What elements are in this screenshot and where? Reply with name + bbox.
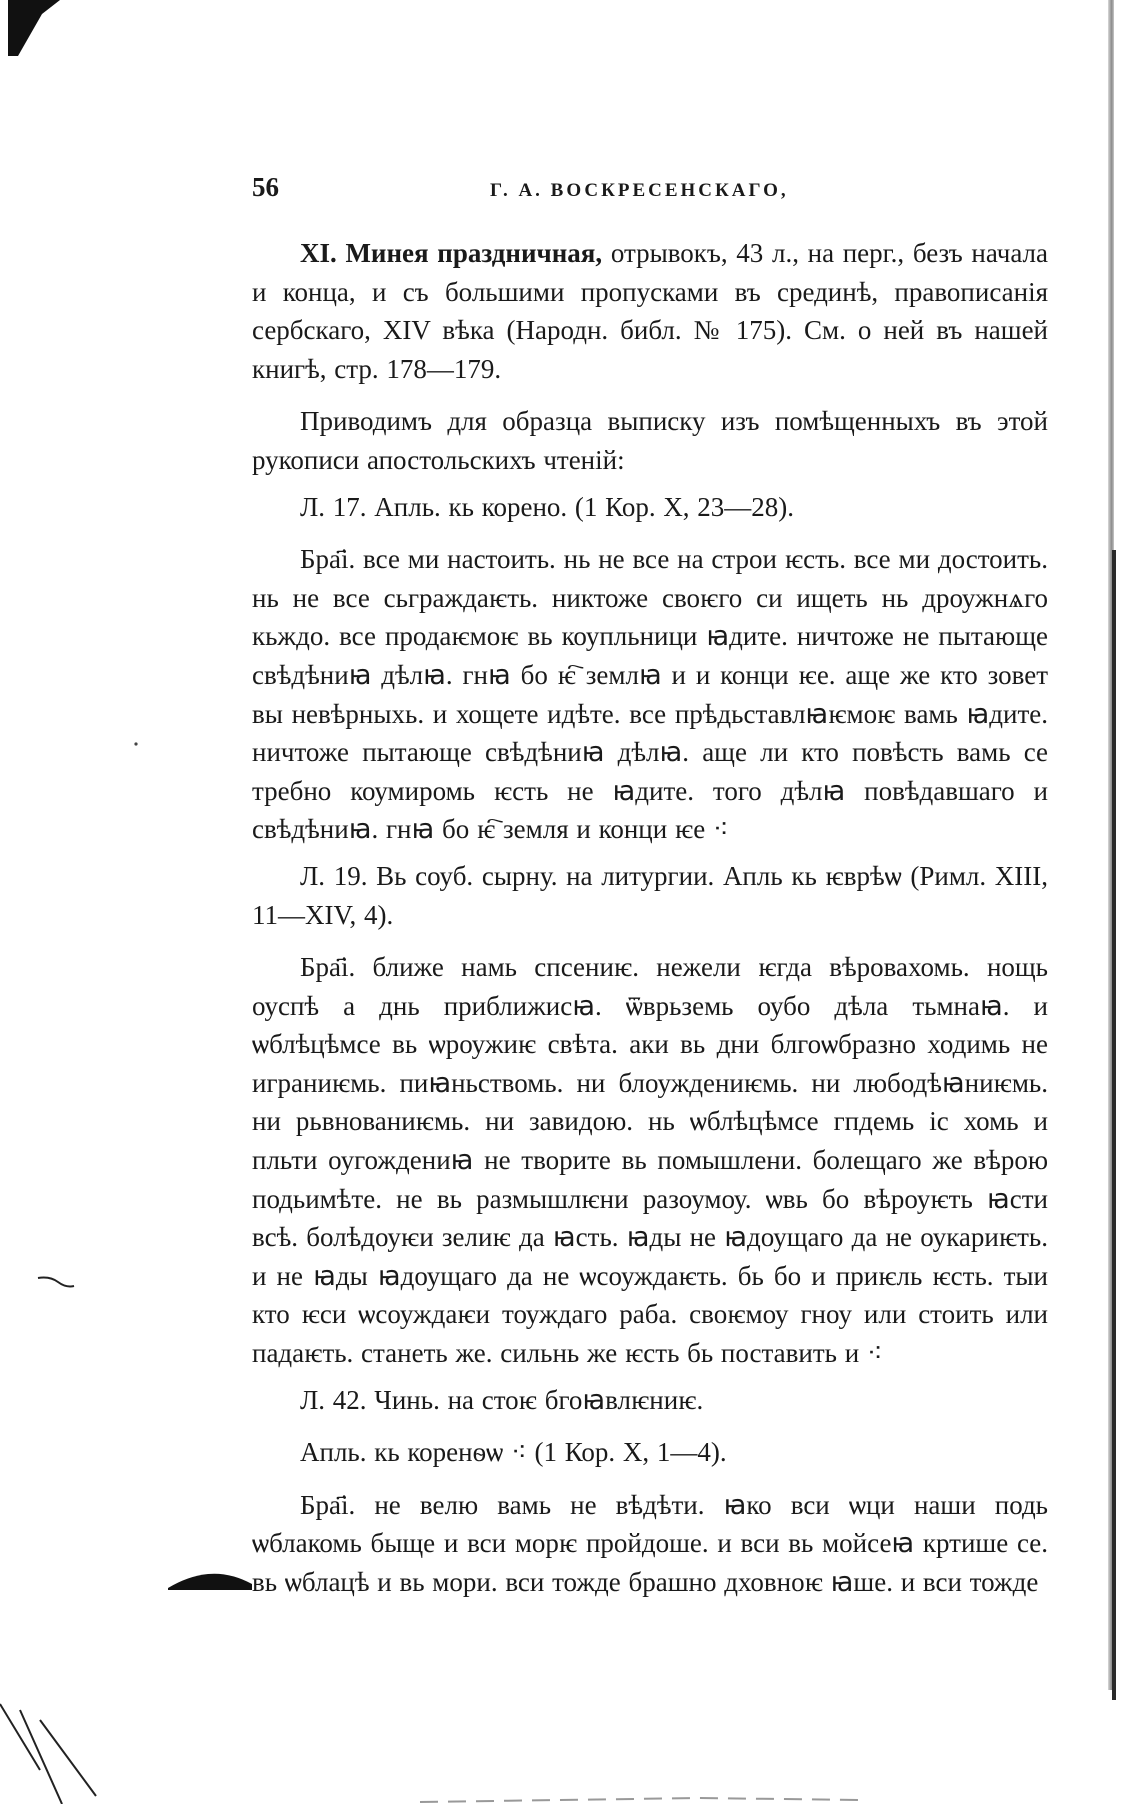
scan-corner-mark	[8, 0, 60, 56]
intro-paragraph: Приводимъ для образца выписку изъ помѣщенныхъ въ этой рукописи апостольскихъ чтеній:	[252, 406, 1048, 475]
bottom-scan-lines	[0, 1700, 1140, 1804]
reading-text-2: Бра҃і. ближе намь спсениѥ. нежели ѥгда вѣровахомь. нощь оуспѣ а днь приближисꙗ. ѿврьземь оубо дѣла тьмнаꙗ. и ѡблѣцѣмсе вь ѡроужиѥ свѣта. аки вь дни блгоѡбразно ходимь не играниѥмь. пиꙗньствомь. ни блоуждениѥмь. ни любодѣꙗниѥмь. ни рьвнованиѥмь. ни завидою. нь ѡблѣцѣмсе гпдемь іс хомь и пльти оугождениꙗ не творите вь помышлени. болещаго же вѣрою подьимѣте. не вь размышлѥни разоумоу. ѡвь бо вѣроуѥть ꙗсти всѣ. болѣдоуѥи зелиѥ да ꙗсть. ꙗды не ꙗдоущаго да не оукариѥть. и не ꙗды ꙗдоущаго да не ѡсоуждаѥть. бь бо и приѥль ѥсть. тыи кто ѥси ѡсоуждаѥи тоуждаго раба. своѥмоу гноу или стоить или падаѥть. станеть же. сильнь же ѥсть бь поставить и ⁖	[252, 952, 1048, 1369]
entry-paragraph	[252, 234, 1048, 388]
page-number: 56	[252, 172, 279, 202]
page-edge-dark-line	[1112, 550, 1116, 1700]
reading-heading-3: Л. 42. Чинь. на стоѥ бгоꙗвлѥниѥ.	[300, 1384, 704, 1415]
reading-subheading-3: Апль. кь коренѳѡ ⁖ (1 Кор. X, 1—4).	[300, 1437, 727, 1468]
page-header	[252, 172, 1052, 212]
entry-numeral: XI.	[300, 238, 337, 268]
text-body	[252, 234, 1048, 1602]
reading-heading-2: Л. 19. Вь соуб. сырну. на литургии. Апль кь ѥврѣѡ (Римл. XIII, 11—XIV, 4).	[252, 860, 1048, 930]
running-head: Г. А. ВОСКРЕСЕНСКАГО,	[490, 180, 789, 201]
margin-dot-mark	[132, 740, 140, 748]
entry-description: отрывокъ, 43 л., на перг., безъ начала и конца, и съ большими пропусками въ срединѣ, правописанія сербскаго, XIV вѣка (Народн. библ. № 175). См. о ней въ нашей книгѣ, стр. 178—179.	[252, 238, 1048, 384]
margin-dash-mark	[36, 1272, 76, 1292]
reading-heading-1: Л. 17. Апль. кь корено. (1 Кор. X, 23—28).	[300, 491, 795, 522]
reading-text-3: Бра҃і. не велю вамь не вѣдѣти. ꙗко вси ѡци наши подь ѡблакомь быще и вси морѥ пройдоше. и вси вь мойсеꙗ кртише се. вь ѡблацѣ и вь мори. вси тожде брашно дховноѥ ꙗше. и вси тожде	[252, 1489, 1048, 1597]
margin-blot-mark	[168, 1566, 252, 1592]
entry-title: Минея праздничная,	[345, 238, 603, 268]
reading-text-1: Бра҃і. все ми настоить. нь не все на строи ѥсть. все ми достоить. нь не все сьграждаѥть. никтоже своѥго си ищеть нь дроужнѧго кьждо. все продаѥмоѥ вь коупльници ꙗдите. ничтоже не пытающе свѣдѣниꙗ дѣлꙗ. гнꙗ бо ѥ҇ землꙗ и и конци ѥе. аще же кто зовет вы невѣрныхь. и хощете идѣте. все прѣдьставлꙗѥмоѥ вамь ꙗдите. ничтоже пытающе свѣдѣниꙗ дѣлꙗ. аще ли кто повѣсть вамь се требно коумиромь ѥсть не ꙗдите. того дѣлꙗ повѣдавшаго и свѣдѣниꙗ. гнꙗ бо ѥ҇ земля и конци ѥе ⁖	[252, 544, 1048, 845]
